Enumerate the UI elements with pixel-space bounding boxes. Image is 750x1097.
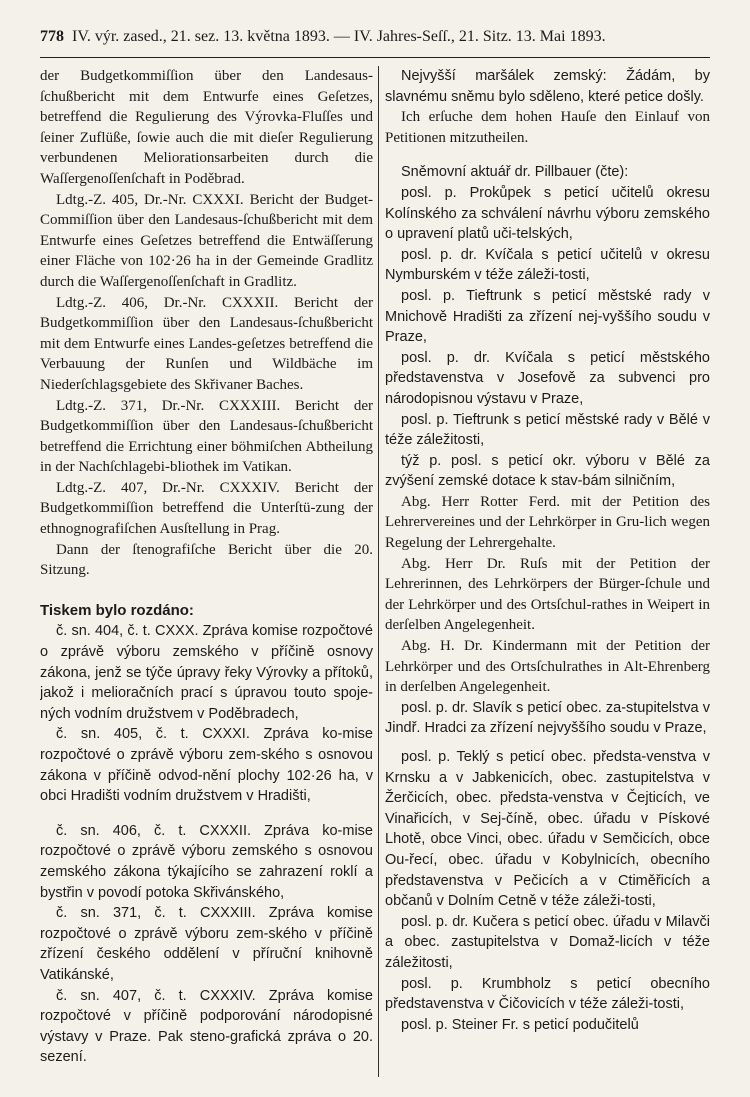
list-item: č. sn. 407, č. t. CXXXIV. Zpráva komise rozpočtové v příčině podporování národopisné výstavy v Praze. Pak steno-grafická zpráva o 20. sezení. — [40, 987, 373, 1066]
paragraph: der Budgetkommiſſion über den Landesaus-ſchußbericht mit dem Entwurfe eines Geſetzes, betreffend die Regulierung des Výrovka-Fluſſes und ſeiner Zuflüße, ſowie auch die mit dieſer Regulierung verbundenen Meliorationsarbeiten durch die Waſſergenoſſenſchaft in Poděbrad. — [40, 68, 373, 187]
list-item: posl. p. Prokůpek s peticí učitelů okresu Kolínského za schválení návrhu výboru zemského o upravení platů uči-telských, — [385, 184, 710, 243]
list-item: týž p. posl. s peticí okr. výboru v Bělé za zvýšení zemské dotace k stav-bám silničním, — [385, 452, 710, 490]
page-header — [40, 28, 710, 46]
paragraph: Ldtg.-Z. 371, Dr.-Nr. CXXXIII. Bericht der Budgetkommiſſion über den Landesaus-ſchußbericht betreffend die Errichtung einer böhmiſchen Abtheilung in der Nachſchlagebi-bliothek im Vatikan. — [40, 397, 373, 476]
paragraph: Nejvyšší maršálek zemský: Žádám, by slavnému sněmu bylo sděleno, které petice došly. — [385, 68, 710, 105]
list-item: posl. p. dr. Kučera s peticí obec. úřadu v Milavči a obec. zastupitelstva v Domaž-licích v téže záležitosti, — [385, 913, 710, 971]
list-item: posl. p. dr. Slavík s peticí obec. za-stupitelstva v Jindř. Hradci za zřízení nejvyššího soudu v Praze, — [385, 699, 710, 737]
paragraph: Ldtg.-Z. 406, Dr.-Nr. CXXXII. Bericht der Budgetkommiſſion über den Landesaus-ſchußbericht mit dem Entwurfe eines Landes-geſetzes betreffend die Verbauung der Runſen und Wildbäche im Niederſchlagsgebiete des Skřivaner Baches. — [40, 294, 373, 393]
paragraph: Ich erſuche dem hohen Hauſe den Einlauf von Petitionen mitzutheilen. — [385, 109, 710, 146]
list-item: posl. p. Steiner Fr. s peticí podučitelů — [401, 1016, 639, 1033]
left-column — [40, 66, 373, 1077]
list-item: Abg. H. Dr. Kindermann mit der Petition der Lehrkörper und des Ortsſchulrathes in Alt-Ehrenberg in derſelben Angelegenheit. — [385, 638, 710, 696]
list-item: č. sn. 371, č. t. CXXXIII. Zpráva komise rozpočtové o zprávě výboru zem-ského v příčině zřízení českého oddělení v příruční knihovně Vatikánské, — [40, 905, 373, 983]
list-item: posl. p. Teklý s peticí obec. předsta-venstva v Krnsku a v Jabkenicích, obec. zastupitelstva v Žerčicích, obec. předsta-venstva v Čejticích, ve Vinařicích, v Sej-číně, obec. úřadu v Pískové Lhotě, obce Vinci, obec. úřadu v Semčicích, obce Ou-řecí, obec. úřadu v Kobylnicích, obecního představenstva v Pečicích a v Ctiměřicích a občanů v Dolním Cetně v téže záleži-tosti, — [385, 749, 710, 910]
paragraph: Sněmovní aktuář dr. Pillbauer (čte): — [401, 164, 629, 181]
list-item: č. sn. 406, č. t. CXXXII. Zpráva ko-mise rozpočtové o zprávě výboru zemského s osnovou zemského zákona týkajícího se zahrazení roklí a bystřin v povodí potoka Skřivánského, — [40, 822, 373, 901]
list-item: Abg. Herr Dr. Ruſs mit der Petition der Lehrerinnen, des Lehrkörpers der Bürger-ſchule und der Lehrkörper und des Ortsſchul-rathes in Weipert in derſelben Angelegenheit. — [385, 555, 710, 634]
paragraph: Dann der ſtenografiſche Bericht über die 20. Sitzung. — [40, 541, 373, 579]
column-divider — [378, 66, 379, 1077]
paragraph: Ldtg.-Z. 407, Dr.-Nr. CXXXIV. Bericht der Budgetkommiſſion betreffend die Unterſtü-zung der ethnognografiſchen Ausſtellung in Prag. — [40, 479, 373, 538]
right-column — [385, 66, 710, 1077]
list-item: posl. p. dr. Kvíčala s peticí učitelů v okresu Nymburském v téže záleži-tosti, — [385, 246, 710, 284]
list-item: č. sn. 404, č. t. CXXX. Zpráva komise rozpočtové o zprávě výboru zemského v příčině osnovy zákona, jenž se týče úpravy řeky Výrovky a přítoků, jakož i melioračních prací s úpravou touto spoje-ných vodním družstvem v Poděbradech, — [40, 623, 373, 722]
list-item: posl. p. Tieftrunk s peticí městské rady v Mnichově Hradišti za zřízení nej-vyššího soudu v Praze, — [385, 287, 710, 346]
list-item: posl. p. dr. Kvíčala s peticí městského představenstva v Josefově za subvenci pro národopisnou výstavu v Praze, — [385, 349, 710, 407]
list-item: posl. p. Tieftrunk s peticí městské rady v Bělé v téže záležitosti, — [385, 411, 710, 449]
list-item: Abg. Herr Rotter Ferd. mit der Petition des Lehrervereines und der Lehrkörper in Gru-lich wegen Regelung der Lehrergehalte. — [385, 493, 710, 552]
header-rule — [40, 57, 710, 58]
header-text: IV. výr. zased., 21. sez. 13. května 1893. — IV. Jahres-Seſſ., 21. Sitz. 13. Mai 1893. — [72, 28, 606, 45]
page-number: 778 — [40, 28, 64, 45]
section-title: Tiskem bylo rozdáno: — [40, 601, 194, 619]
paragraph: Ldtg.-Z. 405, Dr.-Nr. CXXXI. Bericht der Budget-Commiſſion über den Landesaus-ſchußbericht mit dem Entwurfe eines Geſetzes betreffend die Entwäſſerung einer Fläche von 102·26 ha in der Gemeinde Gradlitz durch die Waſſergenoſſenſchaft in Gradlitz. — [40, 191, 373, 290]
list-item: posl. p. Krumbholz s peticí obecního představenstva v Čičovicích v téže záleži-tosti, — [385, 975, 710, 1013]
list-item: č. sn. 405, č. t. CXXXI. Zpráva ko-mise rozpočtové o zprávě výboru zem-ského s osnovou zákona v příčině odvod-nění plochy 102·26 ha, v obci Hradišti vodním družstvem v Hradišti, — [40, 726, 373, 805]
